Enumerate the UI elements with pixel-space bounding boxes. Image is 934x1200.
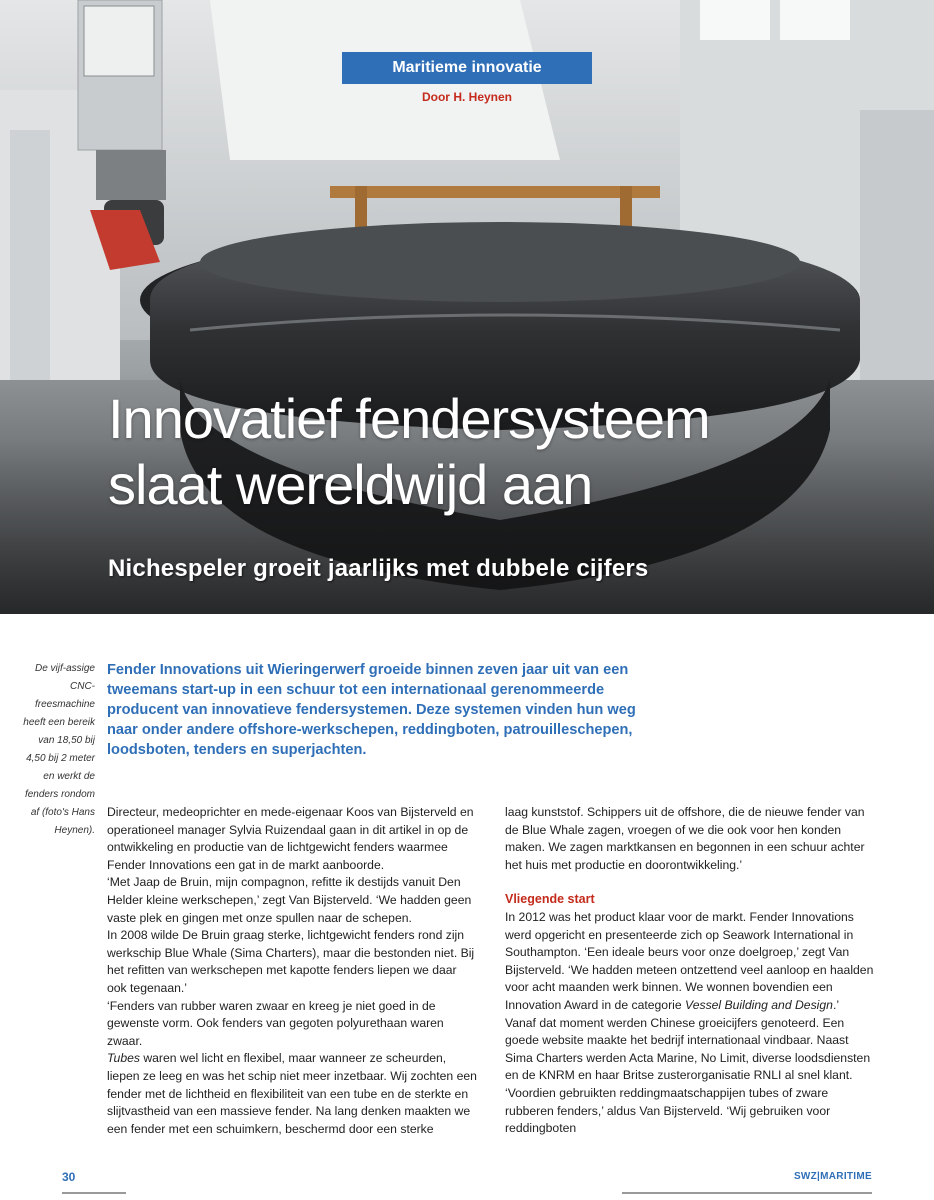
article-intro: Fender Innovations uit Wieringerwerf groeide binnen zeven jaar uit van een tweemans start-up in een schuur tot een internationaal gerenommeerde producent van innovatieve fendersystemen. Deze systemen vinden hun weg naar onder andere offshore-werkschepen, reddingboten, patrouilleschepen, loodsboten, tenders en superjachten. [107, 662, 636, 758]
title-line-2: slaat wereldwijd aan [108, 453, 593, 516]
award-category: Vessel Building and Design [685, 997, 833, 1012]
paragraph: ‘Met Jaap de Bruin, mijn compagnon, refitte ik destijds vanuit Den Helder kleine werkschepen,’ zegt Van Bijsterveld. ‘We hadden geen vaste plek en gingen met onze spullen naar de schepen. [107, 875, 472, 925]
article-title [108, 386, 908, 518]
paragraph: Vanaf dat moment werden Chinese groeicijfers genoteerd. Een goede website maakte het bedrijf internationaal vindbaar. Naast Sima Charters werden Acta Marine, No Limit, diverse loodsdiensten en de KNRM en haar Britse zusterorganisatie RNLI al snel klant. ‘Voordien gebruikten reddingmaatschappijen tubes of zware rubberen fenders,’ aldus Van Bijsterveld. ‘Wij gebruiken voor reddingboten [505, 1015, 871, 1136]
footer-rule-right [622, 1192, 872, 1194]
paragraph: In 2008 wilde De Bruin graag sterke, lichtgewicht fenders rond zijn werkschip Blue Whale (Sima Charters), maar die bestonden niet. Bij het refitten van werkschepen met kapotte fenders liepen we daar ook tegenaan.’ [107, 928, 475, 995]
paragraph [107, 1050, 479, 1138]
page-number: 30 [62, 1170, 76, 1184]
section-tag: Maritieme innovatie [342, 52, 592, 84]
photo-caption: De vijf-assige CNC-freesmachine heeft een bereik van 18,50 bij 4,50 bij 2 meter en werkt de fenders rondom af (foto's Hans Heynen). [23, 663, 95, 836]
paragraph-text: .’ [832, 997, 840, 1012]
article-subtitle: Nichespeler groeit jaarlijks met dubbele cijfers [108, 555, 649, 582]
paragraph: ‘Fenders van rubber waren zwaar en kreeg je niet goed in de gewenste vorm. Ook fenders van gegoten polyurethaan waren zwaar. [107, 998, 444, 1048]
byline: Door H. Heynen [421, 90, 512, 104]
paragraph [505, 909, 877, 1015]
section-heading: Vliegende start [505, 892, 595, 907]
magazine-name: SWZ|MARITIME [793, 1171, 872, 1182]
paragraph-text: waren wel licht en flexibel, maar wanneer ze scheurden, liepen ze leeg en was het schip niet meer inzetbaar. Wij zochten een fender met de lichtheid en flexibiliteit van een tube en de sterkte en slijtvastheid van een massieve fender. Na lang denken maakten we een fender met een schuimkern, beschermd door een sterke [107, 1051, 477, 1136]
paragraph: Directeur, medeoprichter en mede-eigenaar Koos van Bijsterveld en operationeel manager Sylvia Ruizendaal gaan in dit artikel in op de ontwikkeling en productie van de lichtgewicht fenders waarmee Fender Innovations een gat in de markt aanboorde. [107, 805, 474, 872]
title-line-1: Innovatief fendersysteem [108, 387, 710, 450]
body-column-2 [505, 804, 877, 1138]
footer-rule-left [62, 1192, 126, 1194]
paragraph: laag kunststof. Schippers uit de offshore, die de nieuwe fender van de Blue Whale zagen, vroegen of we die ook voor hen konden maken. We zagen marktkansen en begonnen in een schuur achter het huis met productie en doorontwikkeling.’ [505, 805, 865, 872]
paragraph-text: In 2012 was het product klaar voor de markt. Fender Innovations werd opgericht en presenteerde zich op Seawork International in Southampton. ‘Een ideale beurs voor onze doelgroep,’ zegt Van Bijsterveld. ‘We hadden meteen ontzettend veel aanloop en haalden voor acht maanden werk binnen. We wonnen bovendien een Innovation Award in de categorie [505, 909, 874, 1012]
body-column-1 [107, 804, 479, 1138]
tubes-word: Tubes [107, 1051, 140, 1066]
